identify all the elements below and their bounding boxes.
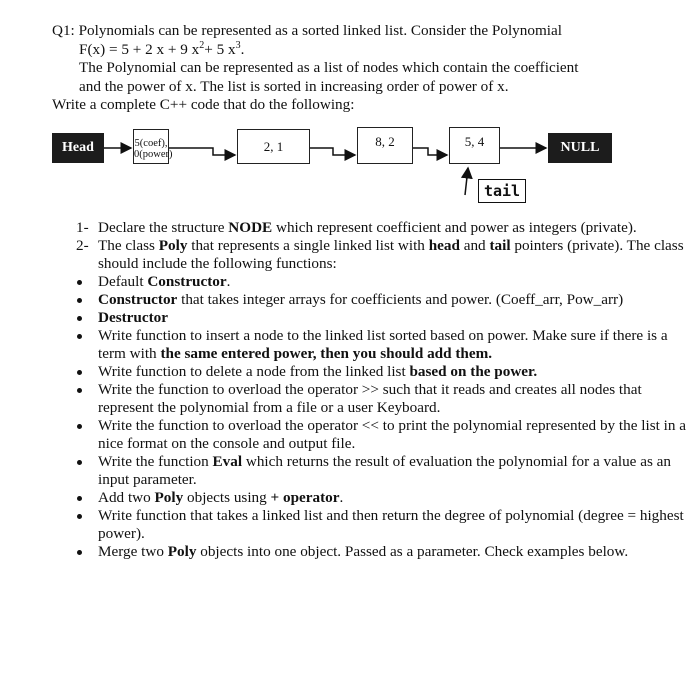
item-2-mid: that represents a single linked list with (187, 237, 429, 254)
bullet-item (68, 381, 688, 417)
list-item (68, 237, 688, 273)
item-2-text (98, 237, 688, 273)
bullet-5-text (98, 363, 688, 381)
formula-exp-2: 3 (235, 39, 241, 51)
tail-label: tail (478, 179, 526, 203)
bullet-dot (77, 424, 82, 429)
bullet-dot (77, 334, 82, 339)
bullet-dot (77, 280, 82, 285)
item-1-lead: Declare the structure (98, 219, 229, 236)
linked-list-arrows (0, 0, 700, 220)
eval-keyword: Eval (212, 453, 243, 470)
bullet-3-bold: Destructor (98, 309, 168, 326)
bullet-9-pre: Add two (98, 489, 155, 506)
node-3 (357, 127, 413, 164)
bullet-11-rest: objects into one object. Passed as a parameter. Check examples below. (196, 543, 629, 560)
poly-keyword: Poly (154, 489, 184, 506)
bullet-item (68, 543, 688, 561)
item-number-1: 1- (76, 219, 89, 236)
bullet-4-lead: Write function to insert a node to the linked list sorted based on power. Make sure if there is a term with (98, 327, 668, 362)
node-2-value: 2, 1 (263, 139, 284, 154)
bullet-item (68, 507, 688, 543)
bullet-item (68, 309, 688, 327)
poly-keyword: Poly (158, 237, 188, 254)
arrow-node3-to-node4 (413, 148, 447, 155)
arrow-node2-to-node3 (310, 148, 355, 155)
bullet-9-mid: objects using (183, 489, 271, 506)
bullet-8-text (98, 453, 688, 489)
node-1-power: 0(power) (134, 149, 173, 160)
bullet-1-pre: Default (98, 273, 148, 290)
intro-line-1: Q1: Polynomials can be represented as a sorted linked list. Consider the Polynomial (52, 22, 562, 39)
bullet-dot (77, 550, 82, 555)
list-item (68, 219, 688, 237)
intro-line-4: and the power of x. The list is sorted in increasing order of power of x. (79, 77, 509, 95)
formula-exp-1: 2 (199, 39, 205, 51)
bullet-item (68, 273, 688, 291)
bullet-4-bold: the same entered power, then you should add them. (160, 345, 493, 362)
node-4-value: 5, 4 (464, 134, 485, 149)
node-keyword: NODE (228, 219, 273, 236)
bullet-5-lead: Write function to delete a node from the linked list (98, 363, 410, 380)
node-4 (449, 127, 500, 164)
formula-mid: + 5 x (204, 40, 236, 58)
bullet-item (68, 453, 688, 489)
bullet-dot (77, 514, 82, 519)
node-3-value: 8, 2 (375, 134, 395, 149)
bullet-6-text: Write the function to overload the operator >> such that it reads and creates all nodes that represent the polynomial from a file or a user Keyboard. (98, 381, 642, 416)
item-2-lead: The class (98, 237, 159, 254)
bullet-item (68, 417, 688, 453)
bullet-9-text (98, 489, 688, 507)
null-label: NULL (548, 133, 612, 163)
arrow-tail-to-node4 (465, 168, 468, 195)
head-keyword: head (428, 237, 460, 254)
poly-keyword: Poly (167, 543, 197, 560)
bullet-2-bold: Constructor (98, 291, 178, 308)
bullet-item (68, 291, 688, 309)
requirements-list (68, 219, 688, 561)
bullet-4-text (98, 327, 688, 363)
bullet-1-bold: Constructor (147, 273, 227, 290)
formula-main: F(x) = 5 + 2 x + 9 x (79, 40, 200, 58)
operator-keyword: + operator (270, 489, 340, 506)
item-number-2: 2- (76, 237, 89, 254)
bullet-7-text: Write the function to overload the operator << to print the polynomial represented by the list in a nice format on the console and output file. (98, 417, 686, 452)
node-2 (237, 129, 310, 164)
item-1-text (98, 219, 688, 237)
formula-end: . (240, 40, 245, 58)
tail-keyword: tail (489, 237, 511, 254)
bullet-dot (77, 388, 82, 393)
bullet-8-rest: which returns the result of evaluation the polynomial for a value as an input parameter. (98, 453, 671, 488)
bullet-2-rest: that takes integer arrays for coefficients and power. (Coeff_arr, Pow_arr) (177, 291, 624, 308)
head-label: Head (52, 133, 104, 163)
bullet-10-text: Write function that takes a linked list and then return the degree of polynomial (degree = highest power). (98, 507, 684, 542)
bullet-9-end: . (339, 489, 344, 506)
item-2-and: and (459, 237, 490, 254)
node-1-coef: 5(coef), (134, 138, 168, 149)
bullet-dot (77, 298, 82, 303)
bullet-dot (77, 316, 82, 321)
node-1 (133, 129, 173, 164)
bullet-2-text (98, 291, 688, 309)
item-2-rest: pointers (private). The class should include the following functions: (98, 237, 684, 272)
bullet-8-pre: Write the function (98, 453, 213, 470)
bullet-item (68, 363, 688, 381)
bullet-dot (77, 370, 82, 375)
bullet-dot (77, 460, 82, 465)
bullet-1-end: . (226, 273, 231, 290)
bullet-dot (77, 496, 82, 501)
bullet-item (68, 327, 688, 363)
bullet-3-text (98, 309, 688, 327)
bullet-11-pre: Merge two (98, 543, 168, 560)
bullet-item (68, 489, 688, 507)
bullet-1-text (98, 273, 688, 291)
arrow-node1-to-node2 (169, 148, 235, 155)
intro-line-5: Write a complete C++ code that do the following: (52, 96, 355, 113)
intro-line-3: The Polynomial can be represented as a list of nodes which contain the coefficient (79, 59, 579, 76)
bullet-11-text (98, 543, 688, 561)
node-1-text (134, 138, 173, 160)
bullet-5-bold: based on the power. (409, 363, 538, 380)
item-1-rest: which represent coefficient and power as integers (private). (272, 219, 637, 236)
